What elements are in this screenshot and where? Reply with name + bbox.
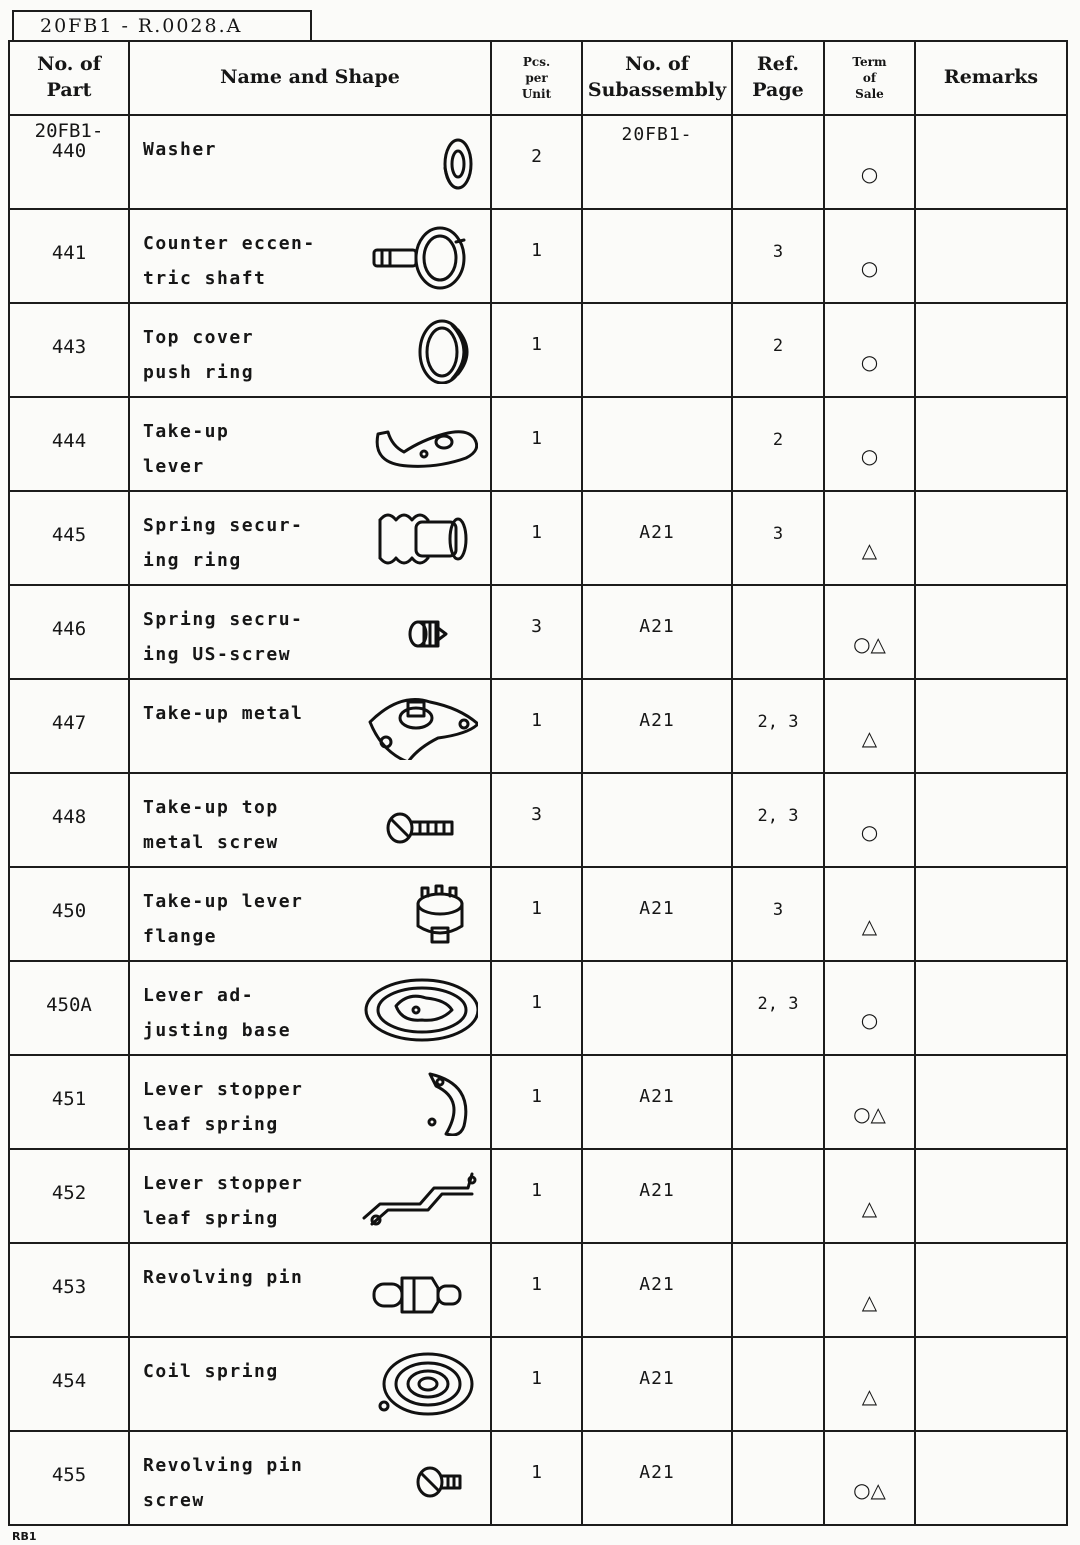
pieces-per-unit <box>491 773 582 867</box>
table-header-row <box>9 41 1067 115</box>
flat-leaf-spring-icon <box>360 1164 478 1230</box>
pieces-value: 1 <box>531 522 542 543</box>
subassembly-value: A21 <box>639 1462 675 1483</box>
part-name: Coil spring <box>143 1361 279 1382</box>
subassembly-value: A21 <box>639 522 675 543</box>
pieces-value: 1 <box>531 240 542 261</box>
subassembly-number <box>582 303 732 397</box>
part-number <box>9 1243 129 1337</box>
pieces-per-unit <box>491 1431 582 1525</box>
table-row <box>9 491 1067 585</box>
table-body <box>9 115 1067 1525</box>
term-of-sale-value: △ <box>861 538 878 562</box>
remarks-cell <box>915 1337 1067 1431</box>
pieces-per-unit <box>491 397 582 491</box>
remarks-cell <box>915 679 1067 773</box>
part-name-cell <box>129 115 491 209</box>
part-name: Take-up lever <box>143 421 230 477</box>
part-number-value: 451 <box>51 1088 87 1110</box>
revolving-pin-icon <box>360 1258 478 1324</box>
part-number <box>9 209 129 303</box>
subassembly-value: A21 <box>639 1368 675 1389</box>
pieces-value: 1 <box>531 1180 542 1201</box>
parts-table <box>8 40 1068 1526</box>
part-name: Take-up lever flange <box>143 891 304 947</box>
flange-icon <box>360 882 478 948</box>
header-ref-page <box>732 41 824 115</box>
reference-page <box>732 1431 824 1525</box>
header-term-of-sale <box>824 41 915 115</box>
part-number-value: 453 <box>51 1276 87 1298</box>
term-of-sale <box>824 1055 915 1149</box>
part-name-cell <box>129 1337 491 1431</box>
part-name: Take-up top metal screw <box>143 797 279 853</box>
pieces-per-unit <box>491 491 582 585</box>
table-row <box>9 303 1067 397</box>
curved-leaf-spring-icon <box>360 1070 478 1136</box>
part-number-value: 454 <box>51 1370 87 1392</box>
reference-page-value: 2 <box>772 336 784 356</box>
table-row <box>9 679 1067 773</box>
pieces-value: 1 <box>531 428 542 449</box>
pieces-value: 1 <box>531 334 542 355</box>
part-number-value: 441 <box>51 242 87 264</box>
reference-page <box>732 115 824 209</box>
pieces-value: 2 <box>531 146 542 167</box>
subassembly-value: A21 <box>639 1274 675 1295</box>
remarks-cell <box>915 773 1067 867</box>
spring-ring-icon <box>360 506 478 572</box>
remarks-cell <box>915 1055 1067 1149</box>
pieces-per-unit <box>491 1337 582 1431</box>
term-of-sale-value: ○ <box>860 256 879 280</box>
pieces-value: 1 <box>531 992 542 1013</box>
subassembly-number <box>582 1431 732 1525</box>
part-number-value: 450 <box>51 900 87 922</box>
part-name-cell <box>129 397 491 491</box>
subassembly-number <box>582 773 732 867</box>
take-up-lever-icon <box>360 412 478 478</box>
term-of-sale <box>824 1337 915 1431</box>
subassembly-number <box>582 1337 732 1431</box>
term-of-sale-value: △ <box>861 1384 878 1408</box>
table-row <box>9 1149 1067 1243</box>
pieces-per-unit <box>491 209 582 303</box>
pin-screw-icon <box>360 1446 478 1512</box>
reference-page <box>732 773 824 867</box>
part-number-value: 450A <box>46 994 92 1016</box>
subassembly-value: A21 <box>639 710 675 731</box>
eccentric-shaft-icon <box>360 224 478 290</box>
header-ref-page-label: Ref. Page <box>752 53 804 101</box>
term-of-sale <box>824 1431 915 1525</box>
term-of-sale <box>824 397 915 491</box>
subassembly-value: A21 <box>639 1086 675 1107</box>
term-of-sale-value: ○ <box>860 444 879 468</box>
remarks-cell <box>915 961 1067 1055</box>
part-name: Counter eccen- tric shaft <box>143 233 316 289</box>
part-name-cell <box>129 1055 491 1149</box>
part-name: Take-up metal <box>143 703 304 724</box>
part-number <box>9 1149 129 1243</box>
reference-page <box>732 585 824 679</box>
reference-page-value: 3 <box>772 524 784 544</box>
part-name: Revolving pin screw <box>143 1455 304 1511</box>
part-name: Washer <box>143 139 218 160</box>
header-name-label: Name and Shape <box>220 66 400 89</box>
part-number <box>9 397 129 491</box>
reference-page-value: 2, 3 <box>757 806 799 826</box>
subassembly-value: A21 <box>639 616 675 637</box>
term-of-sale-value: ○ <box>860 1008 879 1032</box>
pieces-per-unit <box>491 679 582 773</box>
reference-page <box>732 491 824 585</box>
term-of-sale-value: △ <box>861 726 878 750</box>
table-row <box>9 867 1067 961</box>
remarks-cell <box>915 867 1067 961</box>
reference-page <box>732 209 824 303</box>
part-number <box>9 585 129 679</box>
term-of-sale <box>824 1243 915 1337</box>
remarks-cell <box>915 1243 1067 1337</box>
pieces-per-unit <box>491 867 582 961</box>
part-name-cell <box>129 1431 491 1525</box>
term-of-sale-value: ○ <box>860 820 879 844</box>
part-number <box>9 1431 129 1525</box>
subassembly-value: A21 <box>639 1180 675 1201</box>
part-number-value: 455 <box>51 1464 87 1486</box>
term-of-sale-value: ○△ <box>853 1478 886 1502</box>
term-of-sale-value: ○ <box>860 162 879 186</box>
table-row <box>9 397 1067 491</box>
term-of-sale <box>824 679 915 773</box>
part-number <box>9 1055 129 1149</box>
part-number <box>9 773 129 867</box>
table-row <box>9 1055 1067 1149</box>
pieces-value: 1 <box>531 898 542 919</box>
term-of-sale-value: ○△ <box>853 632 886 656</box>
table-row <box>9 209 1067 303</box>
push-ring-icon <box>360 318 478 384</box>
reference-page-value: 3 <box>772 242 784 262</box>
term-of-sale-value: ○△ <box>853 1102 886 1126</box>
part-name-cell <box>129 491 491 585</box>
pieces-per-unit <box>491 961 582 1055</box>
part-name-cell <box>129 679 491 773</box>
part-number-value: 448 <box>51 806 87 828</box>
pieces-per-unit <box>491 115 582 209</box>
part-name-cell <box>129 303 491 397</box>
reference-page <box>732 1055 824 1149</box>
pieces-value: 1 <box>531 1368 542 1389</box>
header-remarks-label: Remarks <box>943 66 1039 89</box>
footer-code: RB1 <box>12 1530 37 1543</box>
part-number-value: 446 <box>51 618 87 640</box>
reference-page-value: 2, 3 <box>757 994 799 1014</box>
term-of-sale-value: ○ <box>860 350 879 374</box>
subassembly-number <box>582 679 732 773</box>
part-name: Lever stopper leaf spring <box>143 1173 304 1229</box>
header-part-no <box>9 41 129 115</box>
pieces-value: 3 <box>531 804 542 825</box>
part-number <box>9 491 129 585</box>
part-name-cell <box>129 773 491 867</box>
part-name-cell <box>129 1149 491 1243</box>
reference-page-value: 2 <box>772 430 784 450</box>
part-name: Spring secur- ing ring <box>143 515 304 571</box>
part-number <box>9 115 129 209</box>
subassembly-value: 20FB1- <box>621 124 693 145</box>
term-of-sale <box>824 491 915 585</box>
reference-page <box>732 1337 824 1431</box>
reference-page <box>732 867 824 961</box>
part-number-value: 443 <box>51 336 87 358</box>
part-number <box>9 867 129 961</box>
term-of-sale <box>824 209 915 303</box>
remarks-cell <box>915 397 1067 491</box>
header-subassembly <box>582 41 732 115</box>
term-of-sale <box>824 115 915 209</box>
part-number <box>9 303 129 397</box>
part-name: Spring secru- ing US-screw <box>143 609 304 665</box>
reference-page <box>732 1243 824 1337</box>
reference-page-value: 2, 3 <box>757 712 799 732</box>
table-row <box>9 1243 1067 1337</box>
part-name: Lever stopper leaf spring <box>143 1079 304 1135</box>
table-row <box>9 1337 1067 1431</box>
reference-page <box>732 303 824 397</box>
pieces-per-unit <box>491 303 582 397</box>
part-number-value: 447 <box>51 712 87 734</box>
part-number-value: 20FB1- 440 <box>34 120 104 162</box>
pieces-value: 3 <box>531 616 542 637</box>
subassembly-number <box>582 209 732 303</box>
pieces-per-unit <box>491 1055 582 1149</box>
document-id: 20FB1 - R.0028.A <box>12 10 312 40</box>
adjusting-base-icon <box>360 976 478 1042</box>
washer-icon <box>360 130 478 196</box>
pieces-value: 1 <box>531 1086 542 1107</box>
term-of-sale <box>824 961 915 1055</box>
header-remarks <box>915 41 1067 115</box>
subassembly-number <box>582 585 732 679</box>
subassembly-number <box>582 115 732 209</box>
part-name: Revolving pin <box>143 1267 304 1288</box>
reference-page <box>732 1149 824 1243</box>
part-number <box>9 679 129 773</box>
term-of-sale-value: △ <box>861 1290 878 1314</box>
term-of-sale <box>824 303 915 397</box>
pieces-value: 1 <box>531 710 542 731</box>
remarks-cell <box>915 1431 1067 1525</box>
term-of-sale <box>824 773 915 867</box>
subassembly-number <box>582 1243 732 1337</box>
part-name-cell <box>129 585 491 679</box>
pieces-value: 1 <box>531 1274 542 1295</box>
screw-icon <box>360 788 478 854</box>
header-part-no-label: No. of Part <box>37 53 101 101</box>
subassembly-number <box>582 961 732 1055</box>
subassembly-number <box>582 491 732 585</box>
reference-page <box>732 679 824 773</box>
remarks-cell <box>915 303 1067 397</box>
remarks-cell <box>915 209 1067 303</box>
part-number-value: 445 <box>51 524 87 546</box>
remarks-cell <box>915 115 1067 209</box>
term-of-sale <box>824 585 915 679</box>
part-name-cell <box>129 1243 491 1337</box>
part-number-value: 444 <box>51 430 87 452</box>
table-row <box>9 115 1067 209</box>
pieces-per-unit <box>491 1149 582 1243</box>
reference-page-value: 3 <box>772 900 784 920</box>
header-pcs <box>491 41 582 115</box>
table-row <box>9 585 1067 679</box>
subassembly-value: A21 <box>639 898 675 919</box>
remarks-cell <box>915 491 1067 585</box>
subassembly-number <box>582 867 732 961</box>
part-number-value: 452 <box>51 1182 87 1204</box>
term-of-sale-value: △ <box>861 914 878 938</box>
term-of-sale <box>824 1149 915 1243</box>
part-name-cell <box>129 961 491 1055</box>
term-of-sale <box>824 867 915 961</box>
pieces-per-unit <box>491 585 582 679</box>
pieces-per-unit <box>491 1243 582 1337</box>
subassembly-number <box>582 1055 732 1149</box>
part-name-cell <box>129 867 491 961</box>
header-subassembly-label: No. of Subassembly <box>587 53 727 101</box>
table-row <box>9 1431 1067 1525</box>
part-name: Top cover push ring <box>143 327 255 383</box>
header-term-of-sale-label: Term of Sale <box>852 54 887 102</box>
remarks-cell <box>915 1149 1067 1243</box>
part-name-cell <box>129 209 491 303</box>
subassembly-number <box>582 1149 732 1243</box>
us-screw-icon <box>360 600 478 666</box>
pieces-value: 1 <box>531 1462 542 1483</box>
take-up-metal-icon <box>360 694 478 760</box>
part-number <box>9 1337 129 1431</box>
part-number <box>9 961 129 1055</box>
table-row <box>9 773 1067 867</box>
header-name <box>129 41 491 115</box>
reference-page <box>732 961 824 1055</box>
header-pcs-label: Pcs. per Unit <box>521 54 552 102</box>
part-name: Lever ad- justing base <box>143 985 292 1041</box>
reference-page <box>732 397 824 491</box>
table-row <box>9 961 1067 1055</box>
coil-spring-icon <box>360 1352 478 1418</box>
subassembly-number <box>582 397 732 491</box>
remarks-cell <box>915 585 1067 679</box>
term-of-sale-value: △ <box>861 1196 878 1220</box>
